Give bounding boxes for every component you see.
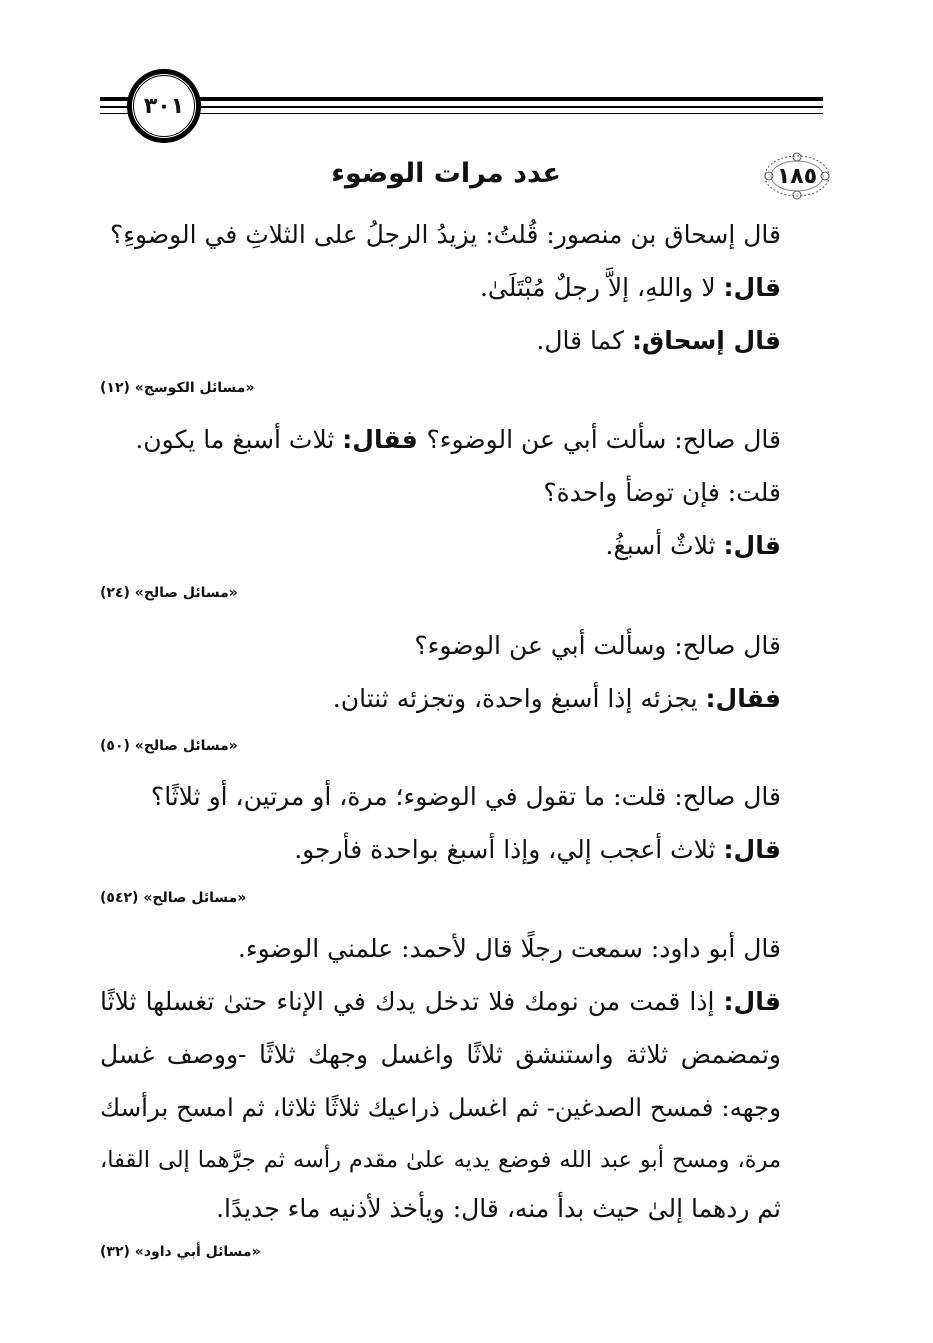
text-line: قال صالح: قلت: ما تقول في الوضوء؛ مرة، أو مرتين، أو ثلاثًا؟ — [150, 782, 781, 811]
section-title: عدد مرات الوضوء — [331, 158, 561, 189]
text-line: وتمضمض ثلاثة واستنشق ثلاثًا واغسل وجهك ثلاثًا -ووصف غسل — [100, 1040, 781, 1069]
text-line: مرة، ومسح أبو عبد الله فوضع يديه علىٰ مقدم رأسه ثم جرَّهما إلى القفا، — [100, 1147, 781, 1173]
source-citation: «مسائل أبي داود» (٣٢) — [100, 1244, 261, 1260]
text-line: قال: ثلاثٌ أسبغُ. — [605, 531, 781, 560]
text-line: قال إسحاق: كما قال. — [536, 326, 781, 355]
source-citation: «مسائل صالح» (٢٤) — [100, 585, 238, 601]
text-line: قال صالح: وسألت أبي عن الوضوء؟ — [414, 631, 781, 660]
text-line: قال أبو داود: سمعت رجلًا قال لأحمد: علمني الوضوء. — [237, 934, 781, 963]
section-number: ١٨٥ — [776, 163, 818, 189]
text-line: فقال: يجزئه إذا أسبغ واحدة، وتجزئه ثنتان. — [332, 684, 781, 713]
text-line: قلت: فإن توضأ واحدة؟ — [543, 478, 781, 507]
page-number: ٣٠١ — [143, 93, 185, 119]
text-line: قال إسحاق بن منصور: قُلتُ: يزيدُ الرجلُ على الثلاثِ في الوضوءِ؟ — [109, 220, 781, 249]
source-citation: «مسائل الكوسج» (١٢) — [100, 380, 255, 396]
text-line: قال: لا واللهِ، إلاَّ رجلٌ مُبْتَلَىٰ. — [479, 273, 781, 302]
text-line: وجهه: فمسح الصدغين- ثم اغسل ذراعيك ثلاثًا ثلاثا، ثم امسح برأسك — [100, 1093, 781, 1122]
text-line: قال: إذا قمت من نومك فلا تدخل يدك في الإناء حتىٰ تغسلها ثلاثًا — [100, 987, 781, 1016]
header-rule — [100, 113, 823, 114]
text-line: قال: ثلاث أعجب إلي، وإذا أسبغ بواحدة فأرجو. — [294, 835, 781, 864]
source-citation: «مسائل صالح» (٥٠) — [100, 738, 238, 754]
header-rule — [100, 97, 823, 101]
header-rule — [100, 106, 823, 108]
source-citation: «مسائل صالح» (٥٤٢) — [100, 890, 247, 906]
text-line: ثم ردهما إلىٰ حيث بدأ منه، قال: ويأخذ لأذنيه ماء جديدًا. — [216, 1194, 781, 1223]
text-line: قال صالح: سألت أبي عن الوضوء؟ فقال: ثلاث أسبغ ما يكون. — [135, 425, 781, 454]
